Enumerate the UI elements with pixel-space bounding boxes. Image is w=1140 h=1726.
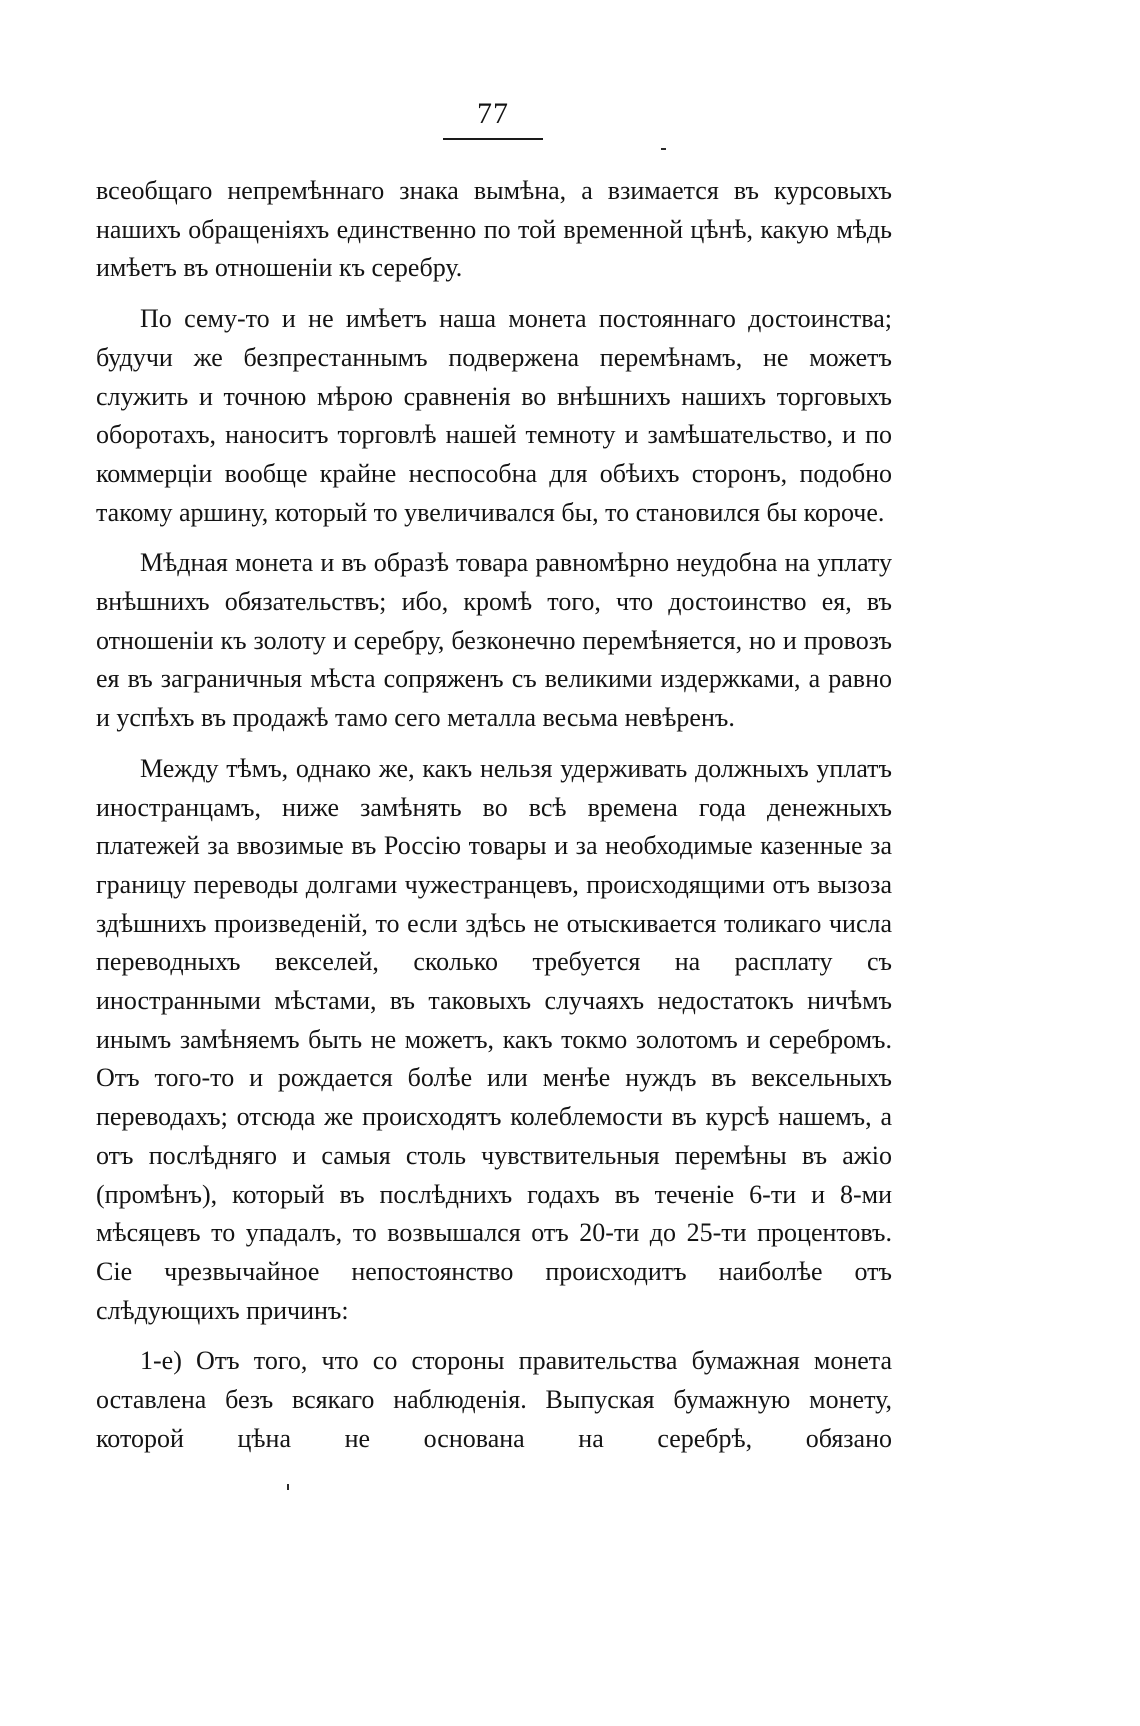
paragraph-5: 1-е) Отъ того, что со стороны правительства бумажная монета оставлена безъ всякаго наблюденія. Выпуская бумажную монету, которой цѣна не основана на серебрѣ, обязано (96, 1346, 892, 1453)
paragraph-1: всеобщаго непремѣннаго знака вымѣна, а взимается въ курсовыхъ нашихъ обращеніяхъ единственно по той временной цѣнѣ, какую мѣдь имѣетъ въ отношеніи къ серебру. (96, 176, 892, 283)
scan-speck (287, 1484, 289, 1490)
paragraph-4: Между тѣмъ, однако же, какъ нельзя удерживать должныхъ уплатъ иностранцамъ, ниже замѣнять во всѣ времена года денежныхъ платежей за ввозимые въ Россію товары и за необходимые казенные за границу переводы долгами чужестранцевъ, происходящими отъ вызоза здѣшнихъ произведеній, то если здѣсь не отыскивается толикаго числа переводныхъ векселей, сколько требуется на расплату съ иностранными мѣстами, въ таковыхъ случаяхъ недостатокъ ничѣмъ инымъ замѣняемъ быть не можетъ, какъ токмо золотомъ и серебромъ. Отъ того-то и рождается болѣе или менѣе нуждъ въ вексельныхъ переводахъ; отсюда же происходятъ колеблемости въ курсѣ нашемъ, а отъ послѣдняго и самыя столь чувствительныя перемѣны въ ажіо (промѣнъ), который въ послѣднихъ годахъ въ теченіе 6-ти и 8-ми мѣсяцевъ то упадалъ, то возвышался отъ 20-ти до 25-ти процентовъ. Сіе чрезвычайное непостоянство происходитъ наиболѣе отъ слѣдующихъ причинъ: (96, 753, 892, 1325)
paragraph-2: По сему-то и не имѣетъ наша монета постояннаго достоинства; будучи же безпрестаннымъ подвержена перемѣнамъ, не можетъ служить и точною мѣрою сравненія во внѣшнихъ нашихъ торговыхъ оборотахъ, наноситъ торговлѣ нашей темноту и замѣшательство, и по коммерціи вообще крайне неспособна для обѣихъ сторонъ, подобно такому аршину, который то увеличивался бы, то становился бы короче. (96, 304, 892, 527)
header-rule (443, 138, 543, 140)
paragraph-3: Мѣдная монета и въ образѣ товара равномѣрно неудобна на уплату внѣшнихъ обязательствъ; ибо, кромѣ того, что достоинство ея, въ отношеніи къ золоту и серебру, безконечно перемѣняется, но и провозъ ея въ заграничныя мѣста сопряженъ съ великими издержками, а равно и успѣхъ въ продажѣ тамо сего металла весьма невѣренъ. (96, 548, 892, 733)
body-text (96, 172, 892, 1471)
scan-speck (661, 148, 666, 150)
page-number: 77 (477, 97, 509, 130)
